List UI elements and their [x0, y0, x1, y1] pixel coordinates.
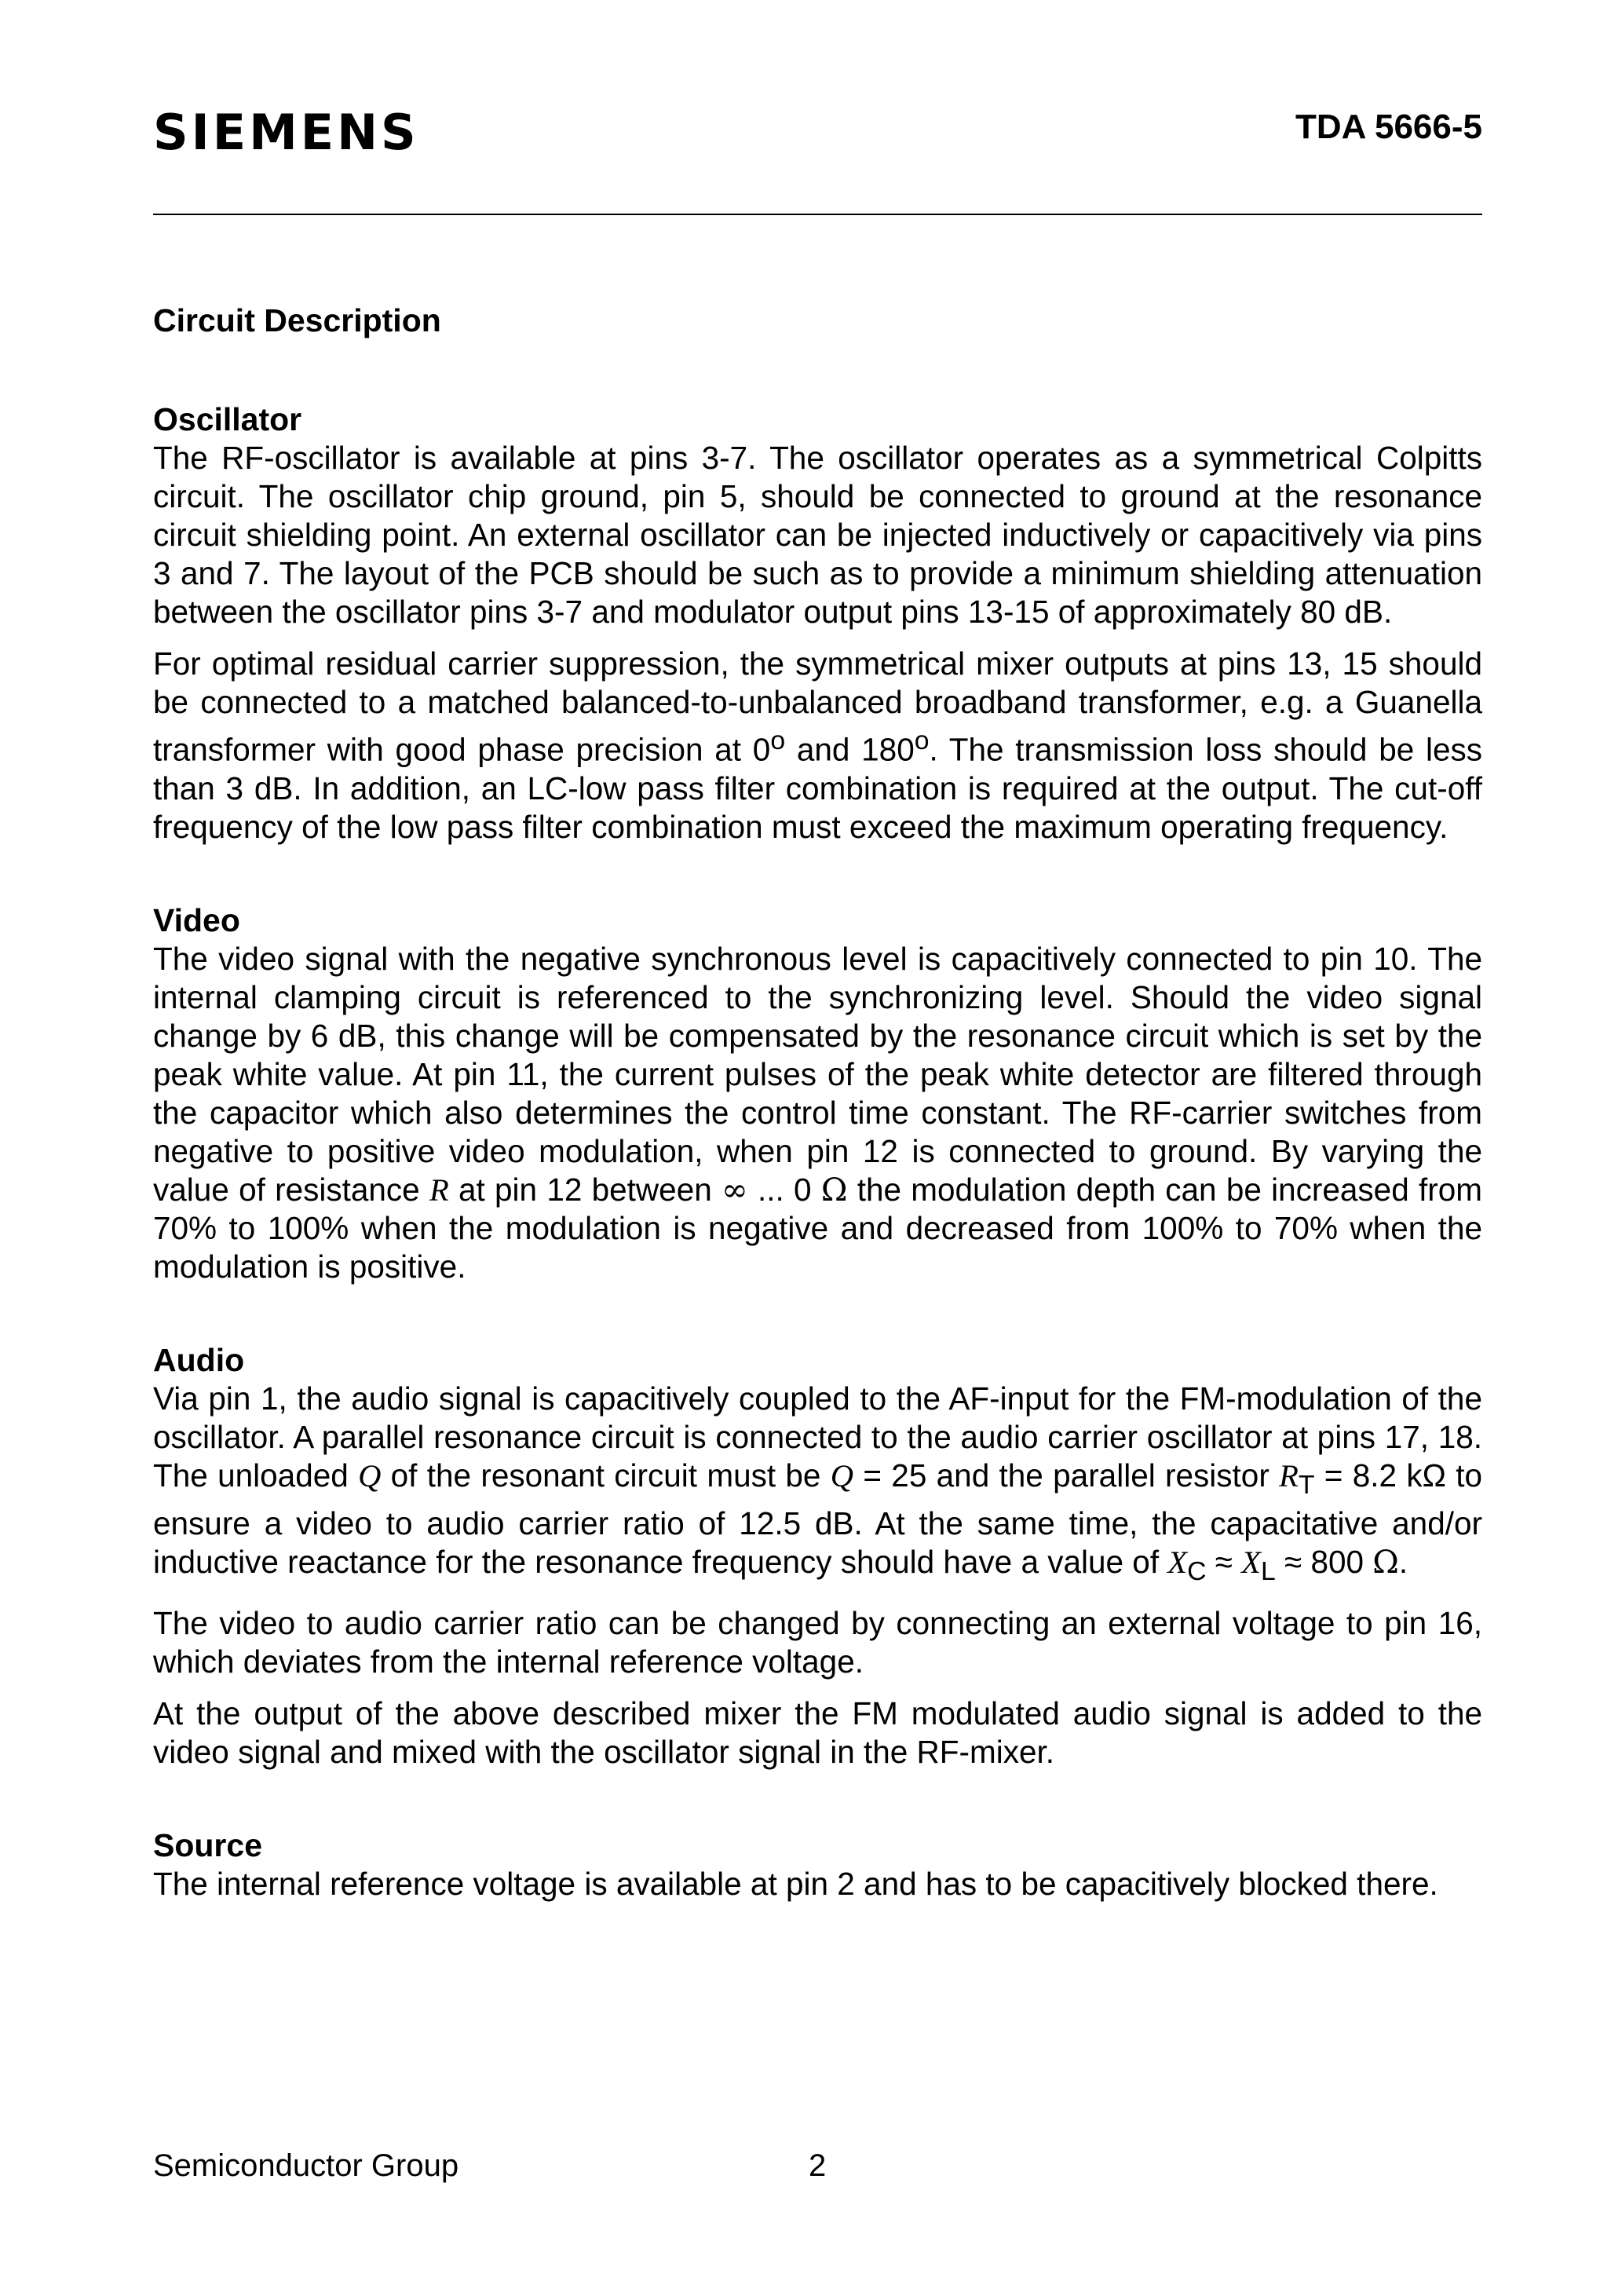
header-divider	[153, 214, 1482, 215]
video-paragraph: The video signal with the negative synchronous level is capacitively connected to pin 10. The internal clamping circuit is referenced to the synchronizing level. Should the video signal change by 6 dB, this change will be compensated by the resonance circuit which is set by the peak white value. At pin 11, the current pulses of the peak white detector are filtered through the capacitor which also determines the control time constant. The RF-carrier switches from negative to positive video modulation, when pin 12 is connected to ground. By varying the value of resistance R at pin 12 between ∞ ... 0 Ω the modulation depth can be increased from 70% to 100% when the modulation is negative and decreased from 100% to 70% when the modulation is positive.	[153, 940, 1482, 1285]
audio-paragraph-3: At the output of the above described mixer the FM modulated audio signal is added to the video signal and mixed with the oscillator signal in the RF-mixer.	[153, 1695, 1482, 1770]
audio-heading: Audio	[153, 1341, 245, 1378]
audio-paragraph-1: Via pin 1, the audio signal is capacitively coupled to the AF-input for the FM-modulation of the oscillator. A parallel resonance circuit is connected to the audio carrier oscillator at pins 17, 18. The unloaded Q of the resonant circuit must be Q = 25 and the parallel resistor $R_T = 8.2$ kΩ to ensure a video to audio carrier ratio of 12.5 dB. At the same time, the capacitative and/or inductive reactance for the resonance frequency should have a value of $X_C \approx X_L \approx 800$ Ω.	[153, 1380, 1482, 1586]
degree-superscript: o	[914, 726, 930, 756]
xc-symbol: X	[1167, 1544, 1188, 1580]
resistance-symbol: R	[429, 1172, 449, 1208]
degree-superscript: o	[770, 726, 786, 756]
document-id: TDA 5666-5	[1295, 108, 1482, 146]
oscillator-heading: Oscillator	[153, 401, 302, 438]
page-number: 2	[809, 2148, 827, 2183]
main-content	[153, 302, 1482, 1958]
infinity-symbol: ∞	[721, 1170, 748, 1208]
audio-section	[153, 1341, 1482, 1771]
oscillator-paragraph-1: The RF-oscillator is available at pins 3-7. The oscillator operates as a symmetrical Colpitts circuit. The oscillator chip ground, pin 5, should be connected to ground at the resonance circuit shielding point. An external oscillator can be injected inductively or capacitively via pins 3 and 7. The layout of the PCB should be such as to provide a minimum shielding attenuation between the oscillator pins 3-7 and modulator output pins 13-15 of approximately 80 dB.	[153, 440, 1482, 631]
source-heading: Source	[153, 1826, 262, 1863]
video-heading: Video	[153, 901, 240, 938]
audio-paragraph-2: The video to audio carrier ratio can be changed by connecting an external voltage to pin 16, which deviates from the internal reference voltage.	[153, 1604, 1482, 1680]
source-paragraph: The internal reference voltage is available at pin 2 and has to be capacitively blocked there.	[153, 1865, 1438, 1902]
q-symbol: Q	[358, 1457, 382, 1493]
video-section	[153, 901, 1482, 1286]
source-section	[153, 1826, 1482, 1903]
q-symbol: Q	[830, 1457, 854, 1493]
page-title: Circuit Description	[153, 302, 441, 338]
oscillator-paragraph-2: For optimal residual carrier suppression, the symmetrical mixer outputs at pins 13, 15 should be connected to a matched balanced-to-unbalanced broadband transformer, e.g. a Guanella transformer with good phase precision at 0$^o$ and 180$^o$. The transmission loss should be less than 3 dB. In addition, an LC-low pass filter combination is required at the output. The cut-off frequency of the low pass filter combination must exceed the maximum operating frequency.	[153, 645, 1482, 845]
rt-symbol: R	[1279, 1457, 1299, 1493]
xl-symbol: X	[1241, 1544, 1261, 1580]
oscillator-section	[153, 400, 1482, 846]
ohm-symbol: Ω	[820, 1170, 848, 1208]
footer-group-name: Semiconductor Group	[153, 2148, 459, 2183]
ohm-symbol: Ω	[1372, 1542, 1399, 1581]
siemens-logo: SIEMENS	[153, 104, 419, 161]
